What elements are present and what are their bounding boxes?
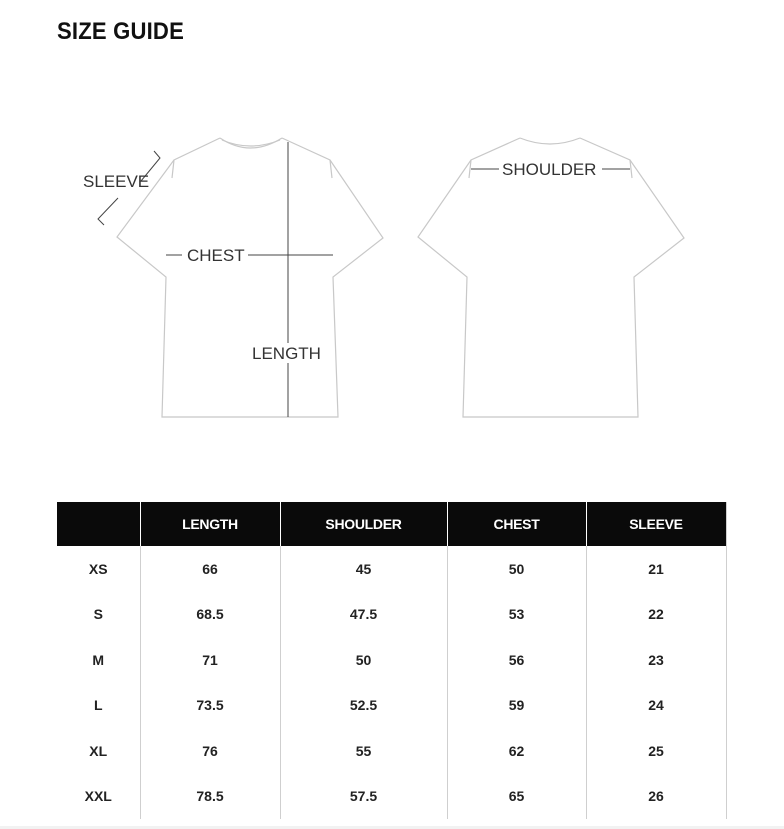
cell-length: 78.5 <box>140 774 280 820</box>
table-row <box>57 637 726 683</box>
cell-size: S <box>93 606 103 623</box>
cell-length: 71 <box>140 637 280 683</box>
cell-shoulder: 45 <box>280 546 447 592</box>
cell-chest: 53 <box>447 592 586 638</box>
back-tshirt-outline <box>418 138 684 417</box>
chest-label: CHEST <box>187 246 245 265</box>
cell-size: M <box>92 651 105 668</box>
cell-shoulder: 50 <box>280 637 447 683</box>
page-title: SIZE GUIDE <box>57 18 184 45</box>
header-size <box>57 502 140 546</box>
cell-chest: 56 <box>447 637 586 683</box>
front-tshirt-outline <box>117 138 383 417</box>
table-row <box>57 592 726 638</box>
size-table <box>57 502 727 819</box>
cell-chest: 59 <box>447 683 586 729</box>
cell-shoulder: 57.5 <box>280 774 447 820</box>
cell-shoulder: 47.5 <box>280 592 447 638</box>
cell-chest: 65 <box>447 774 586 820</box>
cell-shoulder: 55 <box>280 728 447 774</box>
header-sleeve: SLEEVE <box>586 502 726 546</box>
cell-sleeve: 26 <box>586 774 726 820</box>
header-chest: CHEST <box>447 502 586 546</box>
cell-length: 66 <box>140 546 280 592</box>
cell-sleeve: 21 <box>586 546 726 592</box>
table-row <box>57 774 726 820</box>
header-length: LENGTH <box>140 502 280 546</box>
table-row <box>57 728 726 774</box>
table-row <box>57 683 726 729</box>
table-row <box>57 546 726 592</box>
cell-size: XXL <box>84 788 112 805</box>
header-shoulder: SHOULDER <box>280 502 447 546</box>
cell-chest: 50 <box>447 546 586 592</box>
cell-size: XL <box>89 742 108 759</box>
cell-length: 76 <box>140 728 280 774</box>
cell-sleeve: 24 <box>586 683 726 729</box>
shoulder-label: SHOULDER <box>502 160 597 179</box>
cell-sleeve: 22 <box>586 592 726 638</box>
cell-sleeve: 23 <box>586 637 726 683</box>
table-header-row <box>57 502 726 546</box>
cell-shoulder: 52.5 <box>280 683 447 729</box>
cell-chest: 62 <box>447 728 586 774</box>
cell-sleeve: 25 <box>586 728 726 774</box>
sleeve-label: SLEEVE <box>83 172 150 191</box>
length-label: LENGTH <box>252 344 321 363</box>
cell-length: 73.5 <box>140 683 280 729</box>
cell-length: 68.5 <box>140 592 280 638</box>
cell-size: L <box>93 697 103 714</box>
cell-size: XS <box>88 560 108 577</box>
